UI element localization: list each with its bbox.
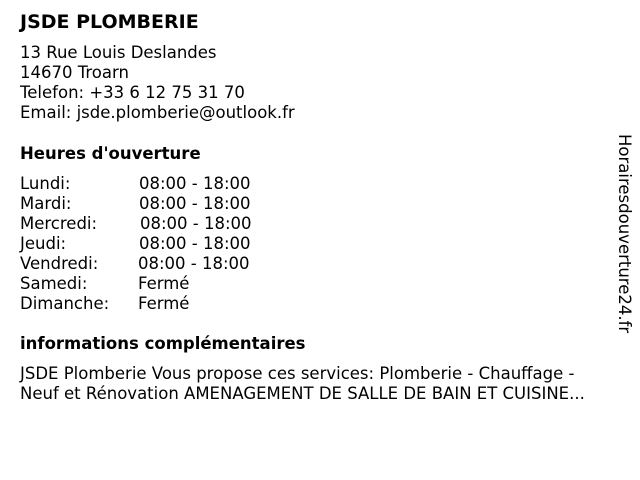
hours-heading: Heures d'ouverture — [20, 144, 201, 163]
info-heading: informations complémentaires — [20, 334, 306, 353]
info-line-1: JSDE Plomberie Vous propose ces services: Plomberie - Chauffage - — [20, 364, 575, 383]
phone-number[interactable]: Telefon: +33 6 12 75 31 70 — [20, 83, 245, 102]
day-hours: 08:00 - 18:00 — [140, 214, 252, 233]
day-label: Samedi: — [20, 274, 88, 293]
day-label: Lundi: — [20, 174, 71, 193]
day-label: Jeudi: — [20, 234, 67, 253]
address-street: 13 Rue Louis Deslandes — [20, 43, 217, 62]
contact-block — [20, 43, 295, 123]
day-label: Vendredi: — [20, 254, 99, 273]
day-hours: 08:00 - 18:00 — [138, 254, 250, 273]
day-hours: 08:00 - 18:00 — [139, 234, 251, 253]
info-line-2: Neuf et Rénovation AMENAGEMENT DE SALLE DE BAIN ET CUISINE... — [20, 384, 585, 403]
day-hours: Fermé — [138, 294, 190, 313]
day-hours: 08:00 - 18:00 — [139, 174, 251, 193]
address-city: 14670 Troarn — [20, 63, 129, 82]
email-address[interactable]: Email: jsde.plomberie@outlook.fr — [20, 103, 295, 122]
day-label: Mardi: — [20, 194, 72, 213]
day-label: Dimanche: — [20, 294, 110, 313]
business-name: JSDE PLOMBERIE — [20, 11, 199, 33]
info-description — [20, 364, 632, 404]
day-hours: Fermé — [138, 274, 190, 293]
day-label: Mercredi: — [20, 214, 98, 233]
site-watermark: Horairesdouverture24.fr — [615, 134, 634, 334]
day-hours: 08:00 - 18:00 — [139, 194, 251, 213]
